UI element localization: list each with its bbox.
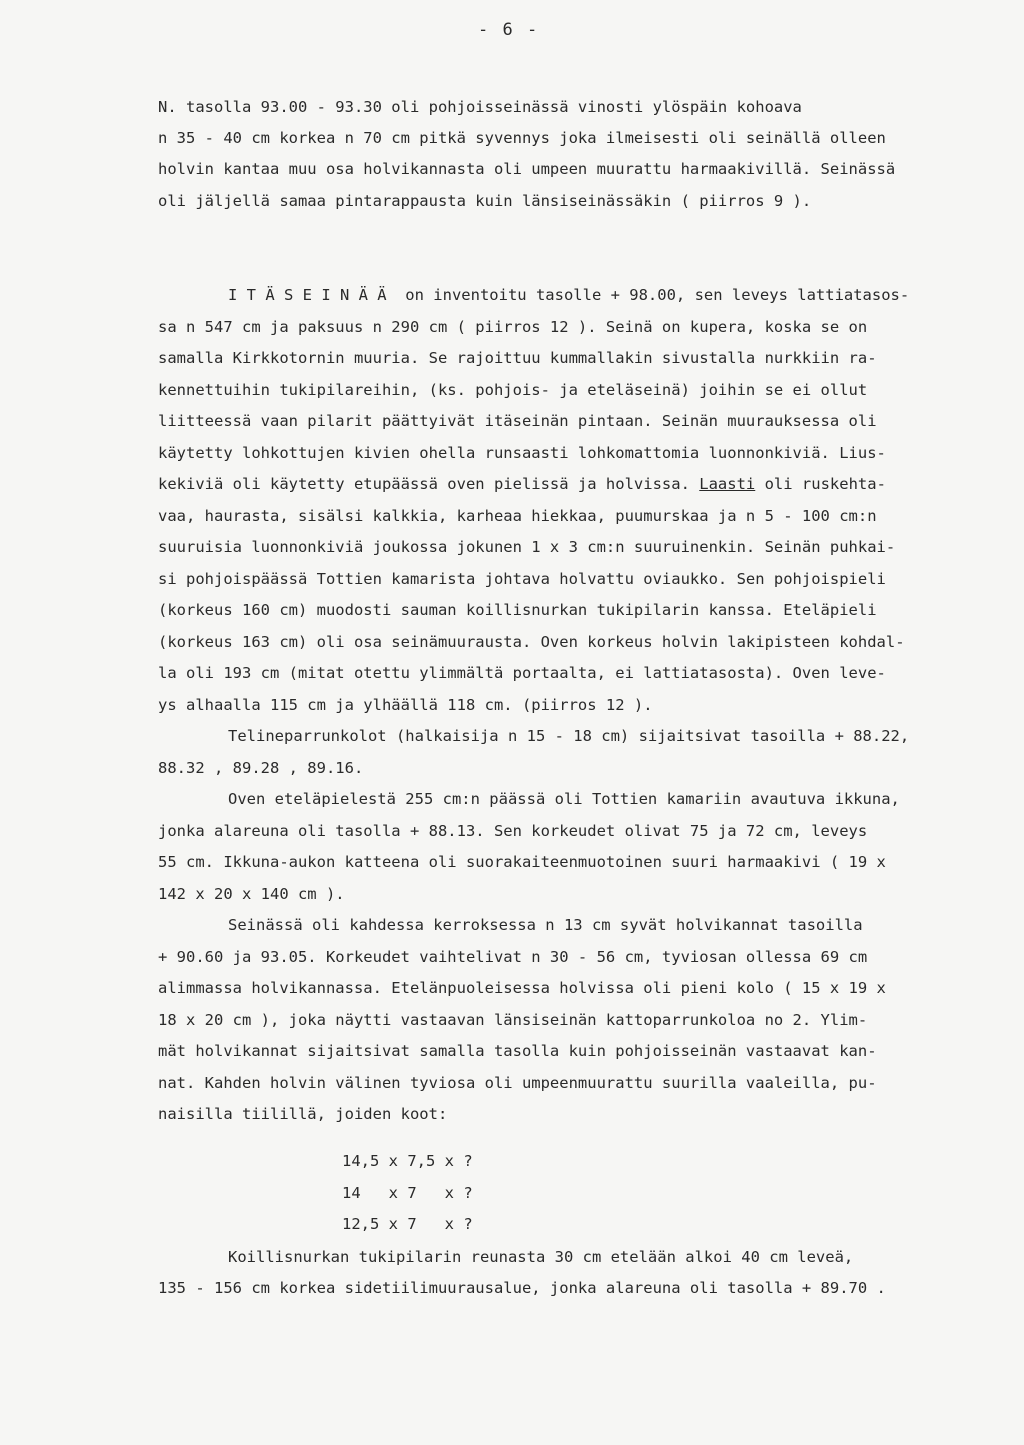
text-line: (korkeus 163 cm) oli osa seinämuurausta. Oven korkeus holvin lakipisteen kohdal- <box>158 633 905 651</box>
underlined-word: Laasti <box>699 475 756 493</box>
text-line: holvin kantaa muu osa holvikannasta oli umpeen muurattu harmaakivillä. Seinässä <box>158 160 896 178</box>
page-number: - 6 - <box>478 20 540 40</box>
text-line: 88.32 , 89.28 , 89.16. <box>158 759 364 777</box>
text-segment: kekiviä oli käytetty etupäässä oven pielissä ja holvissa. <box>158 475 690 493</box>
text-line: vaa, haurasta, sisälsi kalkkia, karheaa hiekkaa, puumurskaa ja n 5 - 100 cm:n <box>158 507 877 525</box>
text-line: Koillisnurkan tukipilarin reunasta 30 cm etelään alkoi 40 cm leveä, <box>228 1248 854 1266</box>
text-segment: oli ruskehta- <box>755 475 886 493</box>
text-line: + 90.60 ja 93.05. Korkeudet vaihtelivat n 30 - 56 cm, tyviosan ollessa 69 cm <box>158 948 868 966</box>
text-line: jonka alareuna oli tasolla + 88.13. Sen korkeudet olivat 75 ja 72 cm, leveys <box>158 822 868 840</box>
text-line: I T Ä S E I N Ä Ä on inventoitu tasolle + 98.00, sen leveys lattiatasos- <box>228 286 910 304</box>
text-line: 135 - 156 cm korkea sidetiilimuurausalue, jonka alareuna oli tasolla + 89.70 . <box>158 1279 886 1297</box>
text-line: suuruisia luonnonkiviä joukossa jokunen 1 x 3 cm:n suuruinenkin. Seinän puhkai- <box>158 538 896 556</box>
text-line: si pohjoispäässä Tottien kamarista johtava holvattu oviaukko. Sen pohjoispieli <box>158 570 886 588</box>
text-line: alimmassa holvikannassa. Etelänpuoleisessa holvissa oli pieni kolo ( 15 x 19 x <box>158 979 886 997</box>
text-line: käytetty lohkottujen kivien ohella runsaasti lohkomattomia luonnonkiviä. Lius- <box>158 444 886 462</box>
text-line: liitteessä vaan pilarit päättyivät itäseinän pintaan. Seinän muurauksessa oli <box>158 412 877 430</box>
text-line: 55 cm. Ikkuna-aukon katteena oli suorakaiteenmuotoinen suuri harmaakivi ( 19 x <box>158 853 886 871</box>
text-line: 142 x 20 x 140 cm ). <box>158 885 345 903</box>
text-line: naisilla tiilillä, joiden koot: <box>158 1105 448 1123</box>
text-line: mät holvikannat sijaitsivat samalla tasolla kuin pohjoisseinän vastaavat kan- <box>158 1042 877 1060</box>
text-line: la oli 193 cm (mitat otettu ylimmältä portaalta, ei lattiatasosta). Oven leve- <box>158 664 886 682</box>
text-line: (korkeus 160 cm) muodosti sauman koillisnurkan tukipilarin kanssa. Eteläpieli <box>158 601 877 619</box>
text-line: 18 x 20 cm ), joka näytti vastaavan länsiseinän kattoparrunkoloa no 2. Ylim- <box>158 1011 868 1029</box>
text-line: Oven eteläpielestä 255 cm:n päässä oli Tottien kamariin avautuva ikkuna, <box>228 790 900 808</box>
text-line <box>158 477 886 493</box>
text-line: ys alhaalla 115 cm ja ylhäällä 118 cm. (piirros 12 ). <box>158 696 653 714</box>
text-line: N. tasolla 93.00 - 93.30 oli pohjoisseinässä vinosti ylöspäin kohoava <box>158 98 802 116</box>
text-line: Seinässä oli kahdessa kerroksessa n 13 cm syvät holvikannat tasoilla <box>228 916 863 934</box>
text-line: nat. Kahden holvin välinen tyviosa oli umpeenmuurattu suurilla vaaleilla, pu- <box>158 1074 877 1092</box>
text-line: kennettuihin tukipilareihin, (ks. pohjois- ja eteläseinä) joihin se ei ollut <box>158 381 868 399</box>
text-line: samalla Kirkkotornin muuria. Se rajoittuu kummallakin sivustalla nurkkiin ra- <box>158 349 877 367</box>
text-line: sa n 547 cm ja paksuus n 290 cm ( piirros 12 ). Seinä on kupera, koska se on <box>158 318 868 336</box>
brick-size-row: 14 x 7 x ? <box>342 1184 473 1202</box>
text-line: oli jäljellä samaa pintarappausta kuin länsiseinässäkin ( piirros 9 ). <box>158 192 812 210</box>
text-line: n 35 - 40 cm korkea n 70 cm pitkä syvennys joka ilmeisesti oli seinällä olleen <box>158 129 886 147</box>
brick-size-row: 12,5 x 7 x ? <box>342 1215 473 1233</box>
brick-size-row: 14,5 x 7,5 x ? <box>342 1152 473 1170</box>
text-line: Telineparrunkolot (halkaisija n 15 - 18 cm) sijaitsivat tasoilla + 88.22, <box>228 727 910 745</box>
